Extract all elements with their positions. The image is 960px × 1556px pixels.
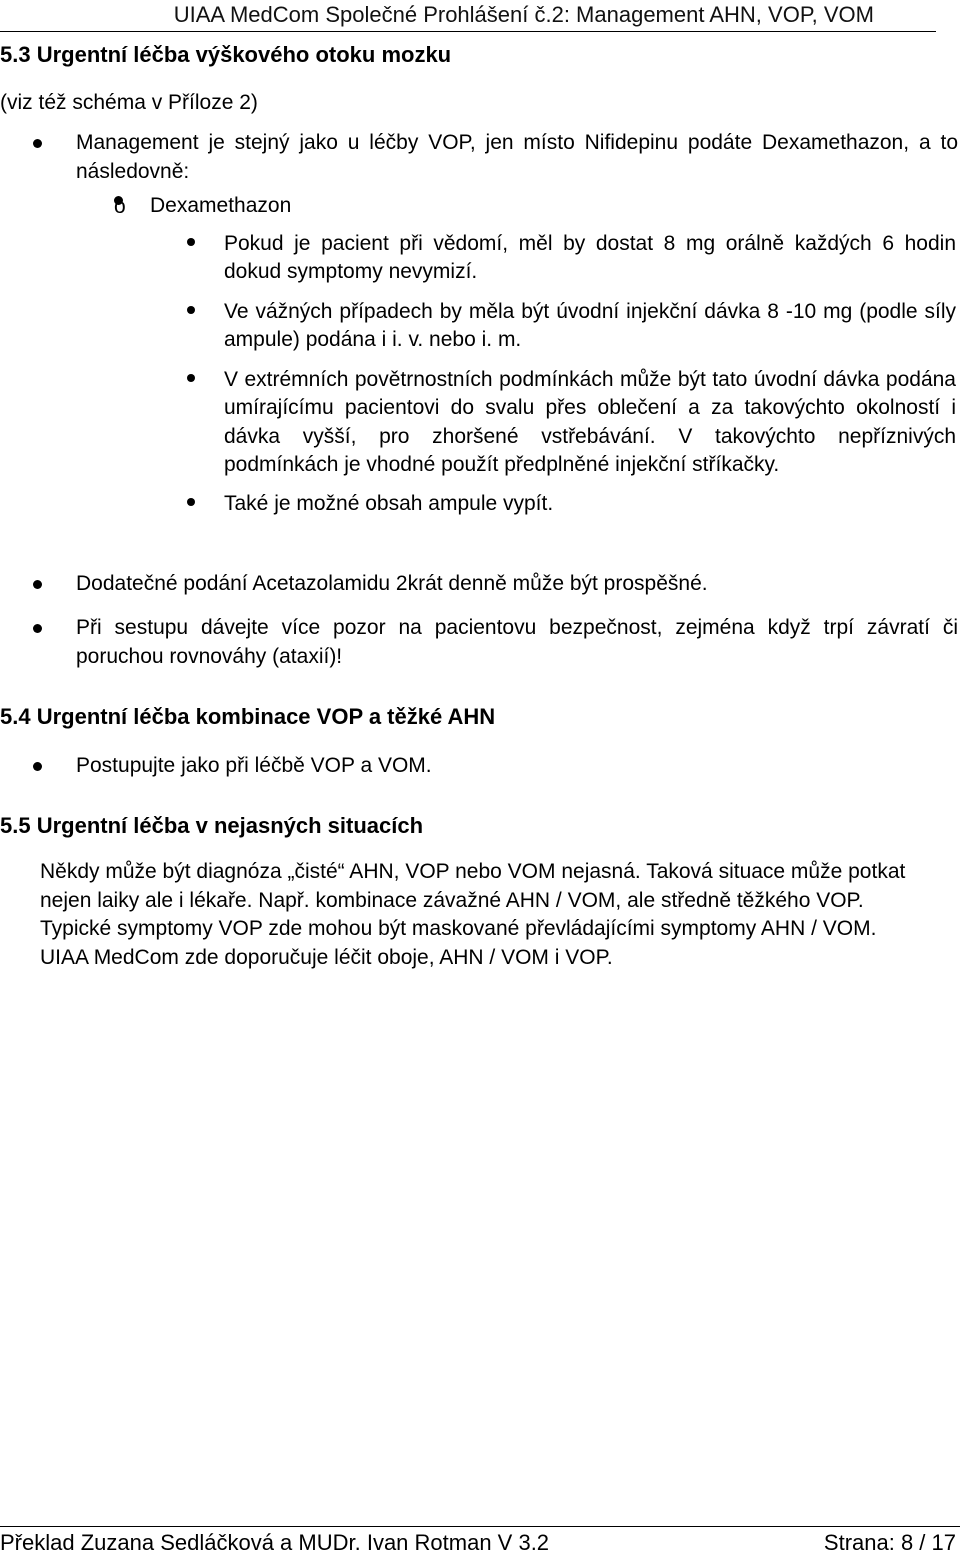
section-5-5-heading: 5.5 Urgentní léčba v nejasných situacích xyxy=(0,813,424,838)
list-item-text: Dodatečné podání Acetazolamidu 2krát denně může být prospěšné. xyxy=(76,572,708,595)
footer-credits: Překlad Zuzana Sedláčková a MUDr. Ivan Rotman V 3.2 xyxy=(0,1530,550,1555)
list-item xyxy=(0,129,958,518)
header-title: UIAA MedCom Společné Prohlášení č.2: Management AHN, VOP, VOM xyxy=(173,2,874,27)
footer-rule xyxy=(0,1526,960,1527)
list-item-text: Při sestupu dávejte více pozor na pacientovu bezpečnost, zejména když trpí závratí či poruchou rovnováhy (ataxií)! xyxy=(76,616,958,668)
list-item-text: Postupujte jako při léčbě VOP a VOM. xyxy=(76,754,432,777)
page-number: Strana: 8 / 17 xyxy=(823,1530,956,1555)
list-item xyxy=(0,570,958,599)
bullet-circle-icon: o xyxy=(114,195,126,218)
sub-sub-list-item xyxy=(0,366,958,480)
sub-sub-list xyxy=(0,230,958,519)
section-5-3-subtitle: (viz též schéma v Příloze 2) xyxy=(0,91,258,114)
page-header xyxy=(0,0,960,34)
bullet-square-icon xyxy=(187,306,195,314)
sub-sub-list-item xyxy=(0,230,958,287)
page-footer xyxy=(0,1526,960,1554)
sub-sub-list-item-text: V extrémních povětrnostních podmínkách může být tato úvodní dávka podána umírajícímu pacientovi do svalu přes oblečení a za takovýchto okolností i dávka vyšší, pro zhoršené vstřebávání. V takovýchto nepříznivých podmínkách je vhodné použít předplněné injekční stříkačky. xyxy=(224,367,956,476)
sub-sub-list-item-text: Také je možné obsah ampule vypít. xyxy=(224,491,554,515)
section-5-4-heading: 5.4 Urgentní léčba kombinace VOP a těžké AHN xyxy=(0,704,496,729)
bullet-dot-icon xyxy=(33,624,42,633)
sub-list xyxy=(0,192,958,518)
bullet-square-icon xyxy=(187,238,195,246)
sub-list-item-text: Dexamethazon xyxy=(150,194,292,217)
sub-sub-list-item xyxy=(0,298,958,355)
section-5-3-heading: 5.3 Urgentní léčba výškového otoku mozku xyxy=(0,42,452,67)
sub-sub-list-item-text: Ve vážných případech by měla být úvodní injekční dávka 8 -10 mg (podle síly ampule) podána i i. v. nebo i. m. xyxy=(224,299,956,351)
bullet-dot-icon xyxy=(33,139,42,148)
bullet-square-icon xyxy=(187,498,195,506)
list-item xyxy=(0,614,958,671)
list-item xyxy=(0,752,958,781)
sub-list-item xyxy=(0,192,958,518)
sub-sub-list-item-text: Pokud je pacient při vědomí, měl by dostat 8 mg orálně každých 6 hodin dokud symptomy nevymizí. xyxy=(224,231,956,283)
sub-sub-list-item xyxy=(0,490,958,519)
section-5-5-paragraph: Někdy může být diagnóza „čisté“ AHN, VOP nebo VOM nejasná. Taková situace může potkat nejen laiky ale i lékaře. Např. kombinace závažné AHN / VOM, ale středně těžkého VOP. Typické symptomy VOP zde mohou být maskované převládajícími symptomy AHN / VOM. UIAA MedCom zde doporučuje léčit oboje, AHN / VOM i VOP. xyxy=(40,860,906,969)
bullet-dot-icon xyxy=(33,762,42,771)
header-rule xyxy=(0,31,936,32)
bullet-dot-icon xyxy=(33,580,42,589)
list-item-text: Management je stejný jako u léčby VOP, jen místo Nifidepinu podáte Dexamethazon, a to následovně: xyxy=(76,131,958,183)
bullet-square-icon xyxy=(187,374,195,382)
